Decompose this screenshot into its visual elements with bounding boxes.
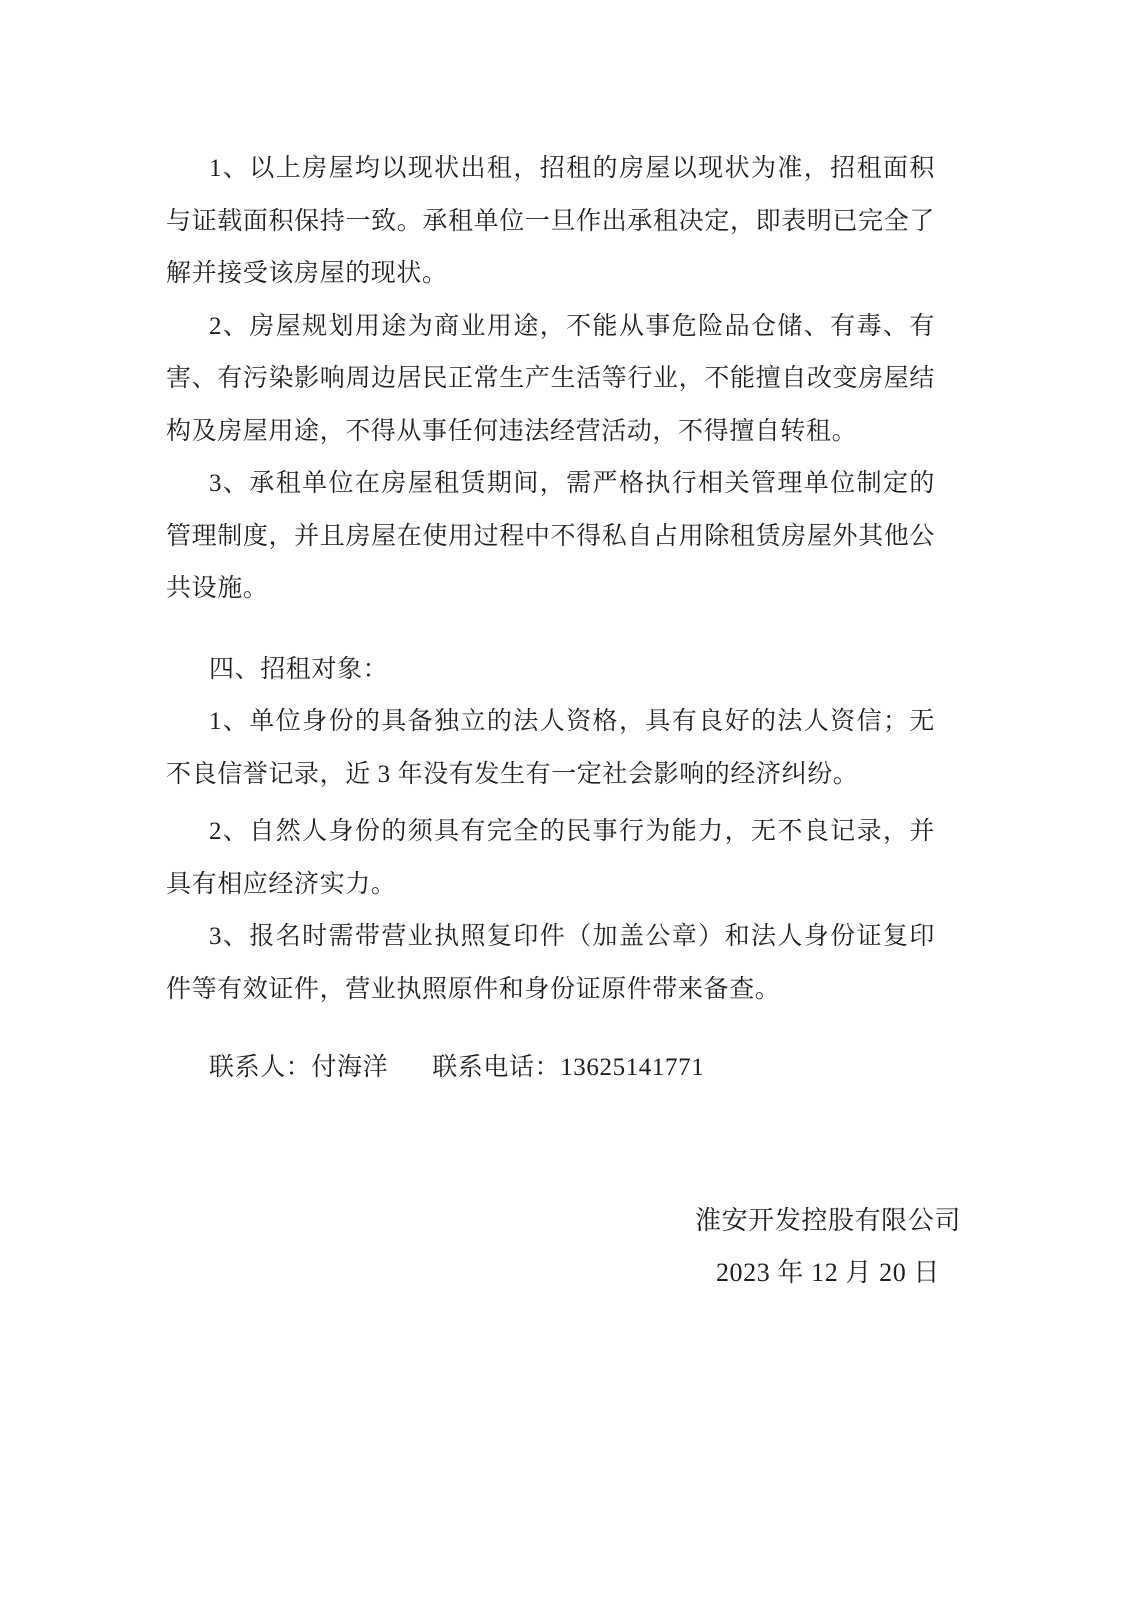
contact-line (166, 1042, 935, 1095)
target-item-3: 3、报名时需带营业执照复印件（加盖公章）和法人身份证复印件等有效证件，营业执照原件和身份证原件带来备查。 (166, 923, 935, 1003)
notice-paragraph-3: 3、承租单位在房屋租赁期间，需严格执行相关管理单位制定的管理制度，并且房屋在使用过程中不得私自占用除租赁房屋外其他公共设施。 (166, 470, 935, 602)
contact-phone: 联系电话：13625141771 (432, 1054, 705, 1081)
section-four-heading: 四、招租对象： (209, 655, 389, 683)
target-item-2: 2、自然人身份的须具有完全的民事行为能力，无不良记录，并具有相应经济实力。 (166, 818, 935, 898)
target-item-1: 1、单位身份的具备独立的法人资格，具有良好的法人资信；无不良信誉记录，近 3 年没有发生有一定社会影响的经济纠纷。 (166, 708, 935, 788)
notice-paragraph-1: 1、以上房屋均以现状出租，招租的房屋以现状为准，招租面积与证载面积保持一致。承租单位一旦作出承租决定，即表明已完全了解并接受该房屋的现状。 (166, 155, 935, 287)
signature-block (695, 1195, 961, 1300)
notice-paragraph-2: 2、房屋规划用途为商业用途，不能从事危险品仓储、有毒、有害、有污染影响周边居民正常生产生活等行业，不能擅自改变房屋结构及房屋用途，不得从事任何违法经营活动，不得擅自转租。 (166, 312, 935, 445)
contact-person: 联系人：付海洋 (209, 1054, 389, 1081)
signature-company: 淮安开发控股有限公司 (694, 1205, 961, 1235)
document-body (166, 143, 961, 1300)
signature-date: 2023 年 12 月 20 日 (715, 1258, 941, 1287)
